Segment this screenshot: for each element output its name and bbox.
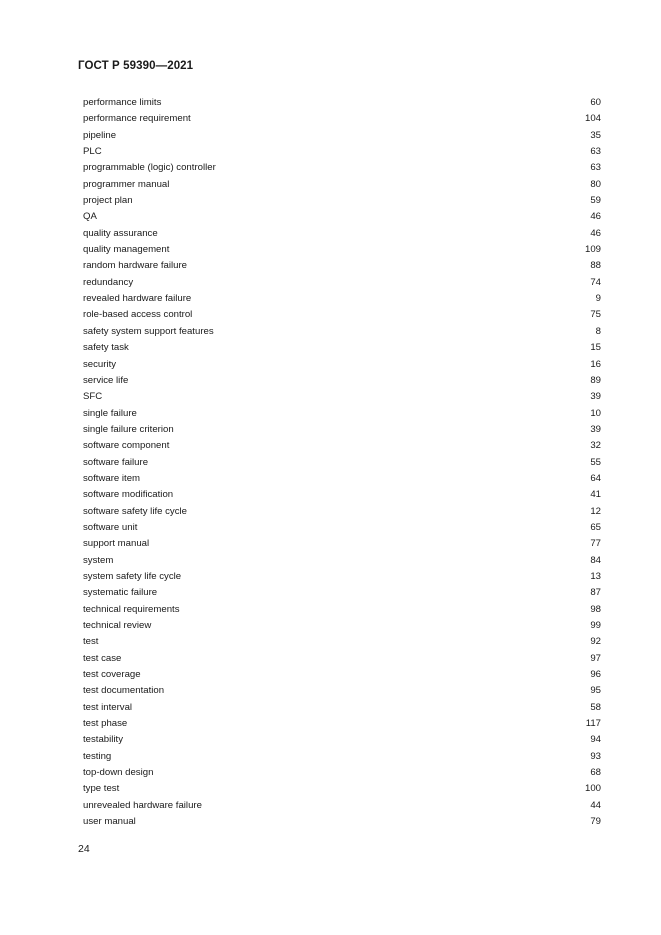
index-term: programmer manual [83, 178, 170, 190]
index-term: test [83, 636, 99, 648]
index-entry [83, 357, 601, 373]
index-page-ref: 79 [590, 816, 601, 828]
index-page-ref: 35 [590, 129, 601, 141]
index-term: pipeline [83, 129, 117, 141]
index-page-ref: 9 [595, 293, 601, 305]
index-entry [83, 95, 601, 111]
index-entry [83, 504, 601, 520]
index-page-ref: 41 [590, 489, 601, 501]
index-page-ref: 65 [590, 521, 601, 533]
index-page-ref: 46 [590, 211, 601, 223]
index-entry [83, 242, 601, 258]
index-term: software modification [83, 489, 174, 501]
index-page-ref: 95 [590, 685, 601, 697]
index-term: PLC [83, 146, 102, 158]
index-entry [83, 324, 601, 340]
index-term: service life [83, 374, 129, 386]
index-term: project plan [83, 195, 133, 207]
index-page-ref: 60 [590, 97, 601, 108]
index-list [83, 95, 601, 830]
index-entry [83, 389, 601, 405]
index-page-ref: 99 [590, 620, 601, 631]
index-entry [83, 226, 601, 242]
index-entry [83, 160, 601, 176]
index-entry [83, 585, 601, 601]
index-term: type test [83, 783, 120, 795]
index-entry [83, 798, 601, 814]
index-entry [83, 144, 601, 160]
index-entry [83, 111, 601, 127]
index-entry [83, 634, 601, 650]
index-entry [83, 471, 601, 487]
index-term: test phase [83, 718, 128, 730]
index-page-ref: 8 [595, 325, 601, 337]
index-term: system [83, 554, 114, 566]
index-entry [83, 536, 601, 552]
index-entry [83, 520, 601, 536]
index-entry [83, 667, 601, 683]
index-term: support manual [83, 538, 150, 550]
index-term: test case [83, 652, 122, 664]
index-term: top-down design [83, 767, 154, 779]
index-entry [83, 275, 601, 291]
index-term: single failure criterion [83, 423, 174, 435]
index-page-ref: 87 [590, 587, 601, 599]
index-term: single failure [83, 407, 137, 419]
index-term: performance requirement [83, 113, 191, 125]
index-term: performance limits [83, 97, 162, 108]
index-term: test coverage [83, 669, 141, 681]
index-page-ref: 16 [590, 358, 601, 370]
index-term: SFC [83, 391, 103, 403]
index-term: QA [83, 211, 97, 223]
index-term: technical review [83, 620, 152, 631]
index-term: software safety life cycle [83, 505, 187, 517]
index-page-ref: 74 [590, 276, 601, 288]
index-term: random hardware failure [83, 260, 187, 272]
index-term: quality management [83, 244, 170, 256]
index-page-ref: 59 [590, 195, 601, 207]
index-page-ref: 109 [584, 244, 601, 256]
index-page-ref: 39 [590, 391, 601, 403]
index-term: quality assurance [83, 227, 158, 239]
index-page-ref: 44 [590, 799, 601, 811]
index-entry [83, 193, 601, 209]
index-page-ref: 39 [590, 423, 601, 435]
index-entry [83, 683, 601, 699]
page-number: 24 [78, 843, 90, 855]
index-entry [83, 569, 601, 585]
index-entry [83, 128, 601, 144]
index-term: software item [83, 472, 141, 484]
index-term: software unit [83, 521, 138, 533]
index-page-ref: 13 [590, 570, 601, 582]
index-entry [83, 422, 601, 438]
index-term: unrevealed hardware failure [83, 799, 202, 811]
index-page-ref: 10 [590, 407, 601, 419]
index-entry [83, 406, 601, 422]
index-page-ref: 80 [590, 178, 601, 190]
index-page-ref: 77 [590, 538, 601, 550]
index-page-ref: 63 [590, 146, 601, 158]
index-page-ref: 98 [590, 603, 601, 615]
index-entry [83, 732, 601, 748]
index-page-ref: 58 [590, 701, 601, 713]
index-entry [83, 209, 601, 225]
index-term: safety task [83, 342, 129, 354]
index-page-ref: 12 [590, 505, 601, 517]
index-term: role-based access control [83, 309, 193, 321]
index-term: software component [83, 440, 170, 452]
index-entry [83, 749, 601, 765]
index-page-ref: 84 [590, 554, 601, 566]
index-term: test interval [83, 701, 133, 713]
index-entry [83, 258, 601, 274]
index-term: systematic failure [83, 587, 158, 599]
index-entry [83, 651, 601, 667]
index-entry [83, 373, 601, 389]
index-entry [83, 602, 601, 618]
index-page-ref: 94 [590, 734, 601, 746]
index-page-ref: 55 [590, 456, 601, 468]
index-page-ref: 63 [590, 162, 601, 174]
index-page-ref: 93 [590, 750, 601, 762]
index-page-ref: 97 [590, 652, 601, 664]
index-term: redundancy [83, 276, 134, 288]
index-term: technical requirements [83, 603, 180, 615]
index-term: software failure [83, 456, 149, 468]
index-entry [83, 307, 601, 323]
index-entry [83, 291, 601, 307]
index-term: revealed hardware failure [83, 293, 192, 305]
index-term: safety system support features [83, 325, 214, 337]
document-header: ГОСТ Р 59390—2021 [78, 60, 194, 72]
index-term: programmable (logic) controller [83, 162, 216, 174]
index-entry [83, 487, 601, 503]
index-page-ref: 100 [584, 783, 601, 795]
index-page-ref: 46 [590, 227, 601, 239]
index-term: testing [83, 750, 112, 762]
index-entry [83, 618, 601, 634]
index-page-ref: 64 [590, 472, 601, 484]
index-page-ref: 89 [590, 374, 601, 386]
index-page-ref: 32 [590, 440, 601, 452]
index-term: test documentation [83, 685, 165, 697]
index-page-ref: 117 [585, 718, 601, 730]
index-entry [83, 455, 601, 471]
index-term: system safety life cycle [83, 570, 182, 582]
index-term: testability [83, 734, 123, 746]
index-page-ref: 104 [584, 113, 601, 125]
index-entry [83, 700, 601, 716]
index-page-ref: 88 [590, 260, 601, 272]
index-entry [83, 814, 601, 830]
index-entry [83, 340, 601, 356]
index-page-ref: 92 [590, 636, 601, 648]
index-entry [83, 553, 601, 569]
index-page-ref: 68 [590, 767, 601, 779]
index-entry [83, 765, 601, 781]
index-page-ref: 96 [590, 669, 601, 681]
index-entry [83, 716, 601, 732]
index-entry [83, 781, 601, 797]
index-page-ref: 75 [590, 309, 601, 321]
index-entry [83, 177, 601, 193]
index-entry [83, 438, 601, 454]
index-term: security [83, 358, 117, 370]
index-term: user manual [83, 816, 136, 828]
index-page-ref: 15 [590, 342, 601, 354]
